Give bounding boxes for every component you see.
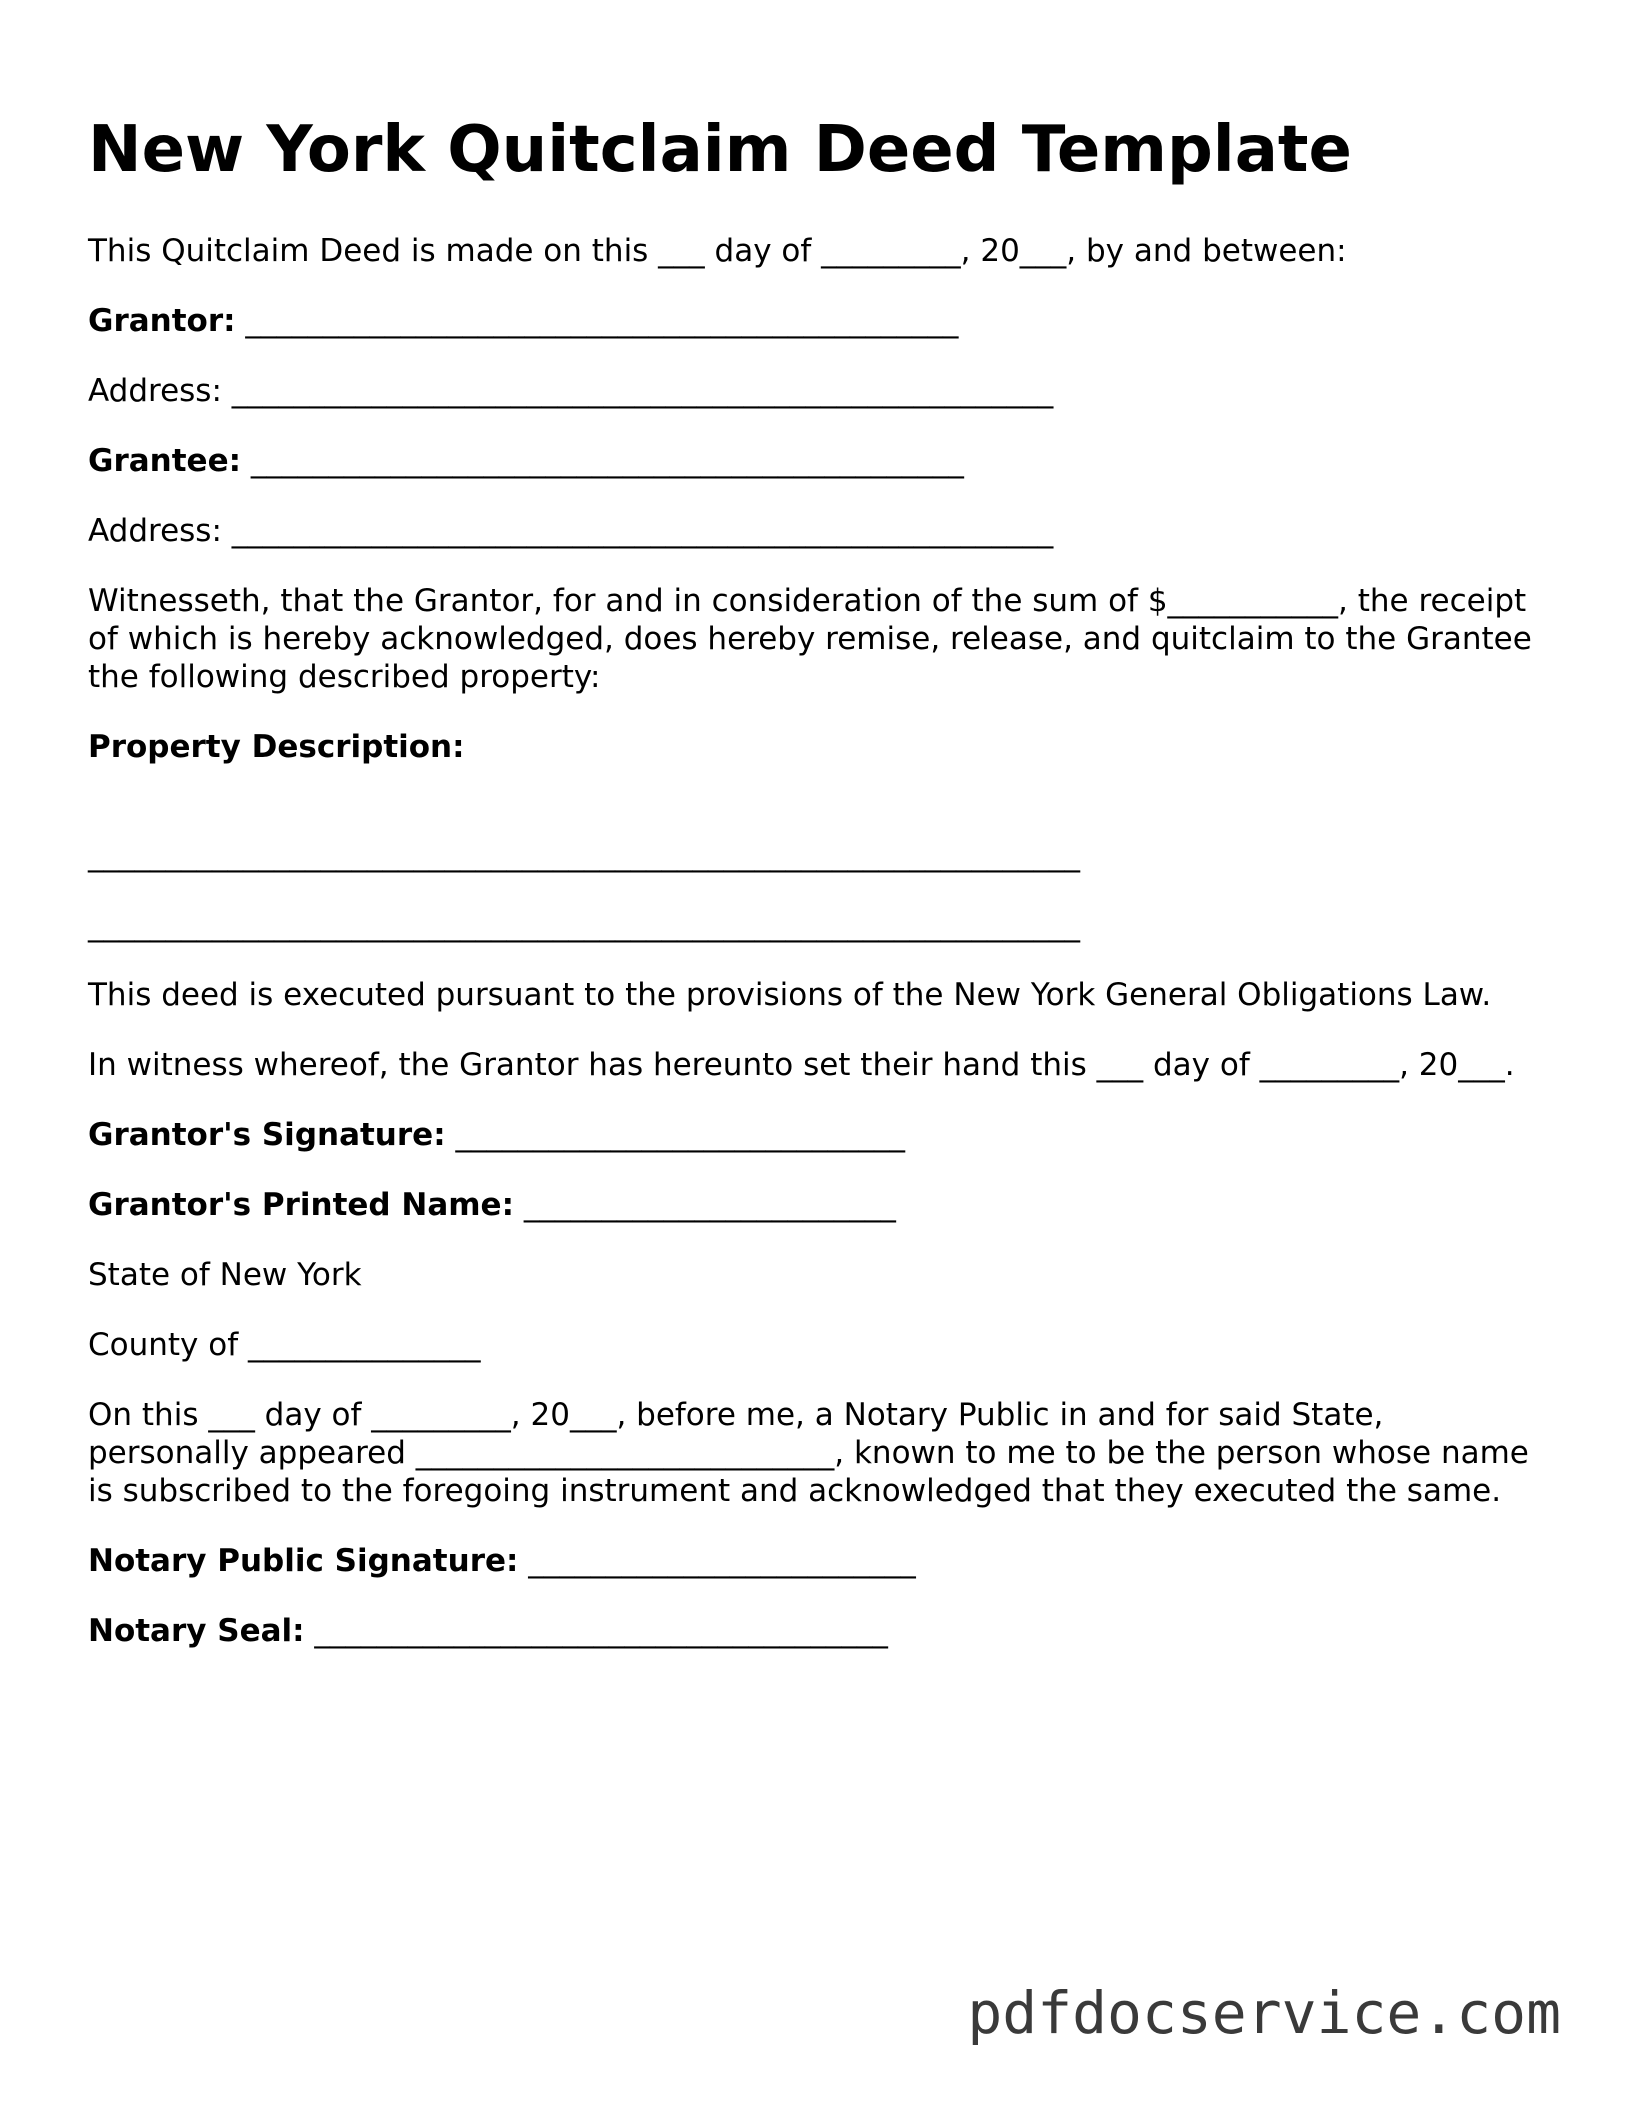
grantor-printed-name-blank: ________________________: [513, 1187, 896, 1223]
executed-pursuant-paragraph: This deed is executed pursuant to the provisions of the New York General Obligations Law.: [88, 977, 1492, 1013]
document-body: [88, 232, 1548, 1682]
grantor-address-field: Address: _____________________________________________________: [88, 373, 1054, 409]
notary-signature-blank: _________________________: [518, 1543, 916, 1579]
notary-signature-label: Notary Public Signature:: [88, 1543, 519, 1579]
grantor-field: [88, 302, 1548, 340]
county-line: County of _______________: [88, 1327, 481, 1363]
grantor-label: Grantor:: [88, 303, 236, 339]
document-title: New York Quitclaim Deed Template: [88, 113, 1352, 187]
property-description-label: Property Description:: [88, 729, 465, 765]
state-line: State of New York: [88, 1257, 362, 1293]
grantee-address-field: Address: _____________________________________________________: [88, 513, 1054, 549]
grantor-printed-name-label: Grantor's Printed Name:: [88, 1187, 514, 1223]
intro-paragraph: This Quitclaim Deed is made on this ___ day of _________, 20___, by and between:: [88, 233, 1347, 269]
property-description-line-2: ________________________________________________________________: [88, 907, 1080, 943]
grantee-blank: ______________________________________________: [241, 443, 964, 479]
notary-seal-field: [88, 1612, 1548, 1650]
grantor-printed-name-field: [88, 1186, 1548, 1224]
notary-seal-blank: _____________________________________: [304, 1613, 888, 1649]
grantor-signature-label: Grantor's Signature:: [88, 1117, 446, 1153]
grantee-field: [88, 442, 1548, 480]
in-witness-paragraph: In witness whereof, the Grantor has hereunto set their hand this ___ day of _________, 20___.: [88, 1047, 1515, 1083]
property-description-line-1: ________________________________________________________________: [88, 837, 1080, 873]
notary-statement-paragraph: On this ___ day of _________, 20___, before me, a Notary Public in and for said State, personally appeared ___________________________, known to me to be the person whose name is subscribed to the foregoing instrument and acknowledged that they executed the same.: [88, 1397, 1529, 1509]
watermark-text: pdfdocservice.com: [967, 1979, 1561, 2047]
notary-signature-field: [88, 1542, 1548, 1580]
witnesseth-paragraph: Witnesseth, that the Grantor, for and in consideration of the sum of $___________, the receipt of which is hereby acknowledged, does hereby remise, release, and quitclaim to the Grantee the following described property:: [88, 583, 1532, 695]
grantor-signature-field: [88, 1116, 1548, 1154]
grantor-blank: ______________________________________________: [235, 303, 959, 339]
grantor-signature-blank: _____________________________: [445, 1117, 905, 1153]
notary-seal-label: Notary Seal:: [88, 1613, 305, 1649]
grantee-label: Grantee:: [88, 443, 241, 479]
